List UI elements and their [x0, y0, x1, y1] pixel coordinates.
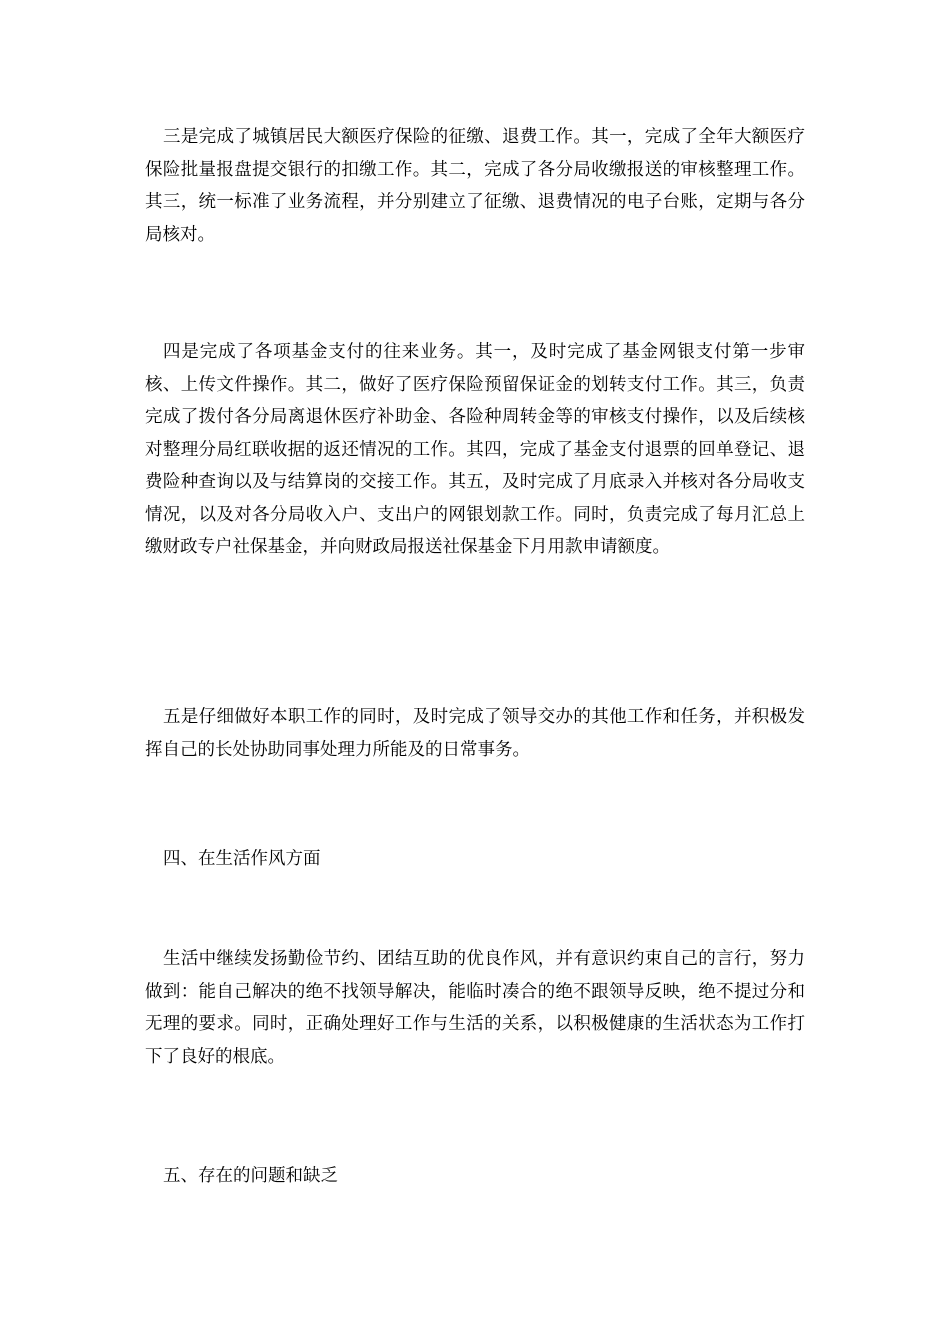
paragraph-life-style: 生活中继续发扬勤俭节约、团结互助的优良作风，并有意识约束自己的言行，努力做到：能自己解决的绝不找领导解决，能临时凑合的绝不跟领导反映，绝不提过分和无理的要求。同时，正确处理好工作与生活的关系，以积极健康的生活状态为工作打下了良好的根底。	[145, 949, 805, 1067]
paragraph-fund-payment: 四是完成了各项基金支付的往来业务。其一，及时完成了基金网银支付第一步审核、上传文件操作。其二，做好了医疗保险预留保证金的划转支付工作。其三，负责完成了拨付各分局离退休医疗补助金、各险种周转金等的审核支付操作，以及后续核对整理分局红联收据的返还情况的工作。其四，完成了基金支付退票的回单登记、退费险种查询以及与结算岗的交接工作。其五，及时完成了月底录入并核对各分局收支情况，以及对各分局收入户、支出户的网银划款工作。同时，负责完成了每月汇总上缴财政专户社保基金，并向财政局报送社保基金下月用款申请额度。	[145, 342, 805, 557]
paragraph-other-tasks: 五是仔细做好本职工作的同时，及时完成了领导交办的其他工作和任务，并积极发挥自己的长处协助同事处理力所能及的日常事务。	[145, 707, 805, 760]
paragraph-medical-insurance-collection: 三是完成了城镇居民大额医疗保险的征缴、退费工作。其一，完成了全年大额医疗保险批量报盘提交银行的扣缴工作。其二，完成了各分局收缴报送的审核整理工作。其三，统一标准了业务流程，并分别建立了征缴、退费情况的电子台账，定期与各分局核对。	[145, 127, 805, 245]
section-heading-life-style: 四、在生活作风方面	[163, 849, 321, 869]
section-heading-problems: 五、存在的问题和缺乏	[163, 1166, 338, 1186]
